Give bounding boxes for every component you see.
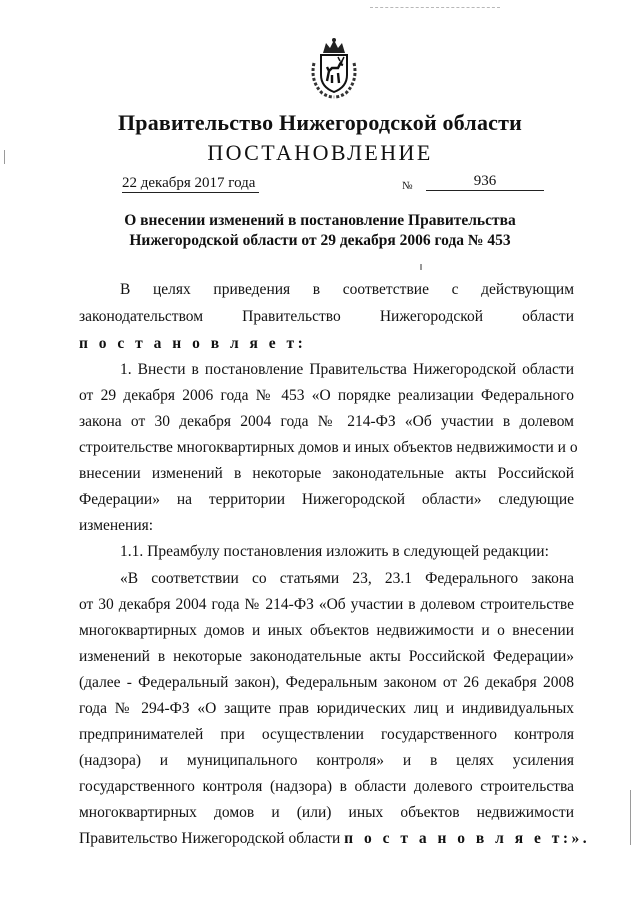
body-line: внесении изменений в некоторые законодательные акты Российской (79, 465, 574, 482)
subject-line: Нижегородской области от 29 декабря 2006 года № 453 (129, 232, 511, 249)
final-resolves-word: п о с т а н о в л я е т:». (344, 830, 591, 847)
body-line: года № 294-ФЗ «О защите прав юридических лиц и индивидуальных (79, 700, 574, 717)
coat-of-arms-icon (308, 37, 360, 99)
body-line: 1.1. Преамбулу постановления изложить в следующей редакции: (120, 543, 549, 560)
body-line: от 29 декабря 2006 года № 453 «О порядке реализации Федерального (79, 387, 574, 404)
body-line-final (79, 829, 591, 849)
number-sign: № (402, 180, 413, 192)
document-date: 22 декабря 2017 года (122, 174, 259, 193)
scan-artifact-dot (420, 264, 422, 270)
body-line: В целях приведения в соответствие с действующим (120, 281, 574, 298)
body-line: изменений в некоторые законодательные акты Российской Федерации» (79, 648, 574, 665)
body-line: «В соответствии со статьями 23, 23.1 Федерального закона (120, 570, 574, 587)
scan-artifact-right-edge (630, 790, 631, 845)
body-line: 1. Внести в постановление Правительства Нижегородской области (120, 361, 574, 378)
body-line: (далее - Федеральный закон), Федеральным законом от 26 декабря 2008 (79, 674, 574, 691)
body-line: строительстве многоквартирных домов и иных объектов недвижимости и о (79, 439, 578, 456)
subject-line: О внесении изменений в постановление Правительства (124, 212, 516, 229)
scan-artifact-dashes (370, 7, 500, 8)
body-line: изменения: (79, 517, 154, 534)
body-line-resolves: п о с т а н о в л я е т: (79, 335, 307, 352)
body-line: предпринимателей при осуществлении государственного контроля (79, 726, 574, 743)
body-line: законодательством Правительство Нижегородской области (79, 308, 574, 325)
body-line: (надзора) и муниципального контроля» и в целях усиления (79, 752, 574, 769)
body-line: государственного контроля (надзора) в области долевого строительства (79, 778, 574, 795)
document-kind: ПОСТАНОВЛЕНИЕ (207, 140, 433, 165)
final-line-text: Правительство Нижегородской области (79, 830, 345, 847)
government-title: Правительство Нижегородской области (117, 110, 522, 135)
document-number: 936 (426, 172, 544, 191)
body-line: от 30 декабря 2004 года № 214-ФЗ «Об участии в долевом строительстве (79, 596, 574, 613)
body-line: многоквартирных домов и иных объектов недвижимости и о внесении (79, 622, 574, 639)
body-line: закона от 30 декабря 2004 года № 214-ФЗ «Об участии в долевом (79, 413, 574, 430)
body-line: Федерации» на территории Нижегородской области» следующие (79, 491, 574, 508)
document-subject (0, 211, 640, 251)
body-line: многоквартирных домов и (или) иных объектов недвижимости (79, 804, 574, 821)
